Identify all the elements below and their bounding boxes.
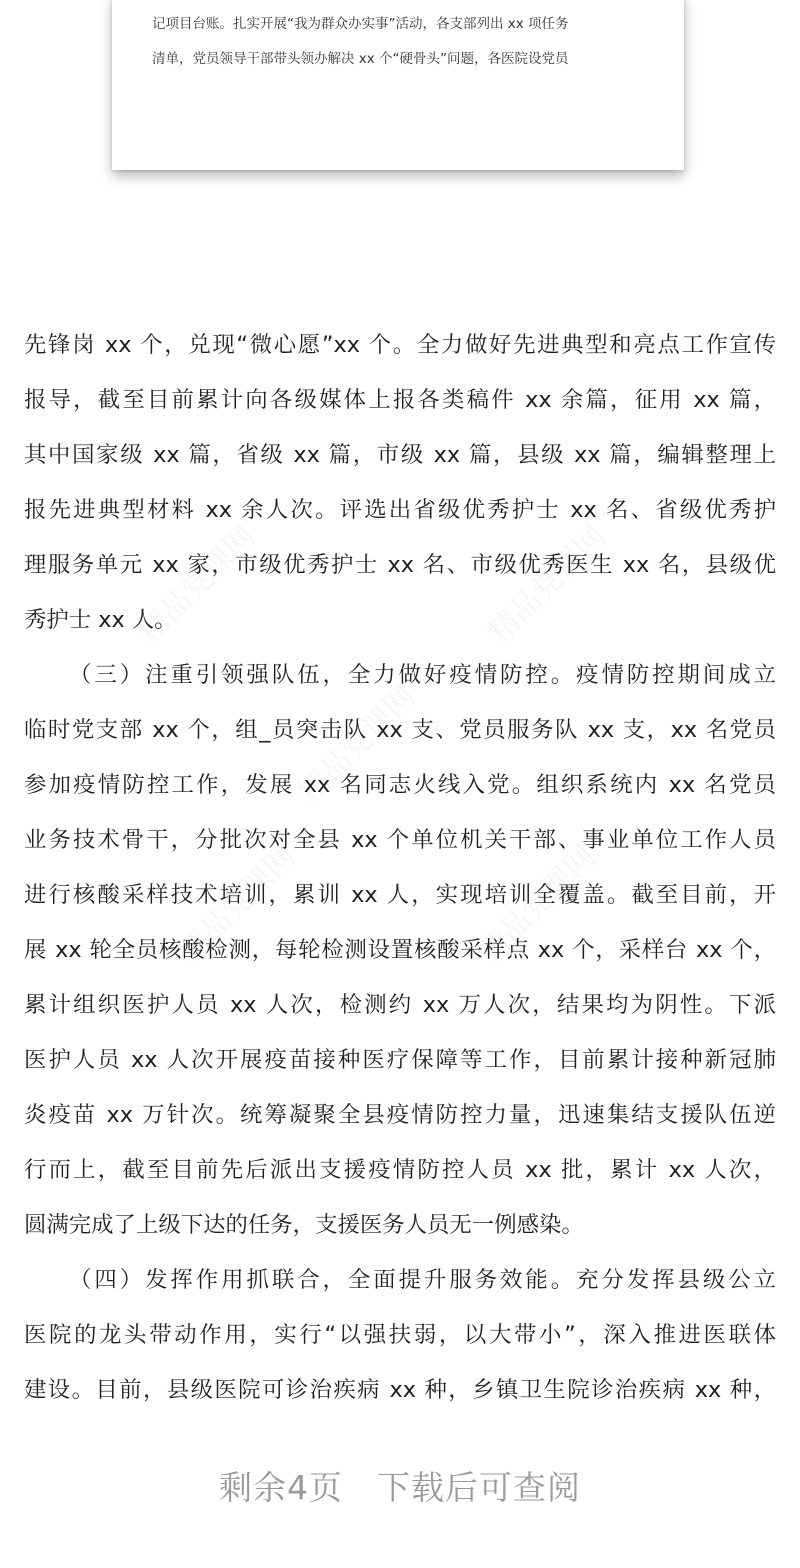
text-line: 参加疫情防控工作，发展 xx 名同志火线入党。组织系统内 xx 名党员 xyxy=(24,772,776,798)
watermark: 精品党课网 xyxy=(292,679,423,810)
text-line: 圆满完成了上级下达的任务，支援医务人员无一例感染。 xyxy=(24,1212,584,1238)
text-line: 医护人员 xx 人次开展疫苗接种医疗保障等工作，目前累计接种新冠肺 xyxy=(24,1047,776,1073)
document-body xyxy=(24,318,776,1418)
watermark: 精品党课网 xyxy=(132,519,263,650)
text-line: 行而上，截至目前先后派出支援疫情防控人员 xx 批，累计 xx 人次， xyxy=(24,1157,776,1183)
text-line: 建设。目前，县级医院可诊治疾病 xx 种，乡镇卫生院诊治疾病 xx 种， xyxy=(24,1377,776,1403)
text-line: 业务技术骨干，分批次对全县 xx 个单位机关干部、事业单位工作人员 xyxy=(24,827,776,853)
text-line: 炎疫苗 xx 万针次。统筹凝聚全县疫情防控力量，迅速集结支援队伍逆 xyxy=(24,1102,776,1128)
text-line: 报先进典型材料 xx 余人次。评选出省级优秀护士 xx 名、省级优秀护 xyxy=(24,497,776,523)
preview-line: 记项目台账。扎实开展“我为群众办实事”活动，各支部列出 xx 项任务 xyxy=(152,16,569,32)
text-line: 累计组织医护人员 xx 人次，检测约 xx 万人次，结果均为阴性。下派 xyxy=(24,992,776,1018)
text-line: 进行核酸采样技术培训，累训 xx 人，实现培训全覆盖。截至目前，开 xyxy=(24,882,776,908)
watermark: 精品党课网 xyxy=(472,839,603,970)
watermark: 精品党课网 xyxy=(482,519,613,650)
text-line: 秀护士 xx 人。 xyxy=(24,607,177,633)
text-line: 展 xx 轮全员核酸检测，每轮检测设置核酸采样点 xx 个，采样台 xx 个， xyxy=(24,937,776,963)
preview-card xyxy=(112,0,684,170)
watermark: 精品党课网 xyxy=(172,839,303,970)
remaining-pages-notice[interactable]: 剩余4页 下载后可查阅 xyxy=(219,1468,581,1507)
text-line: 报导，截至目前累计向各级媒体上报各类稿件 xx 余篇，征用 xx 篇， xyxy=(24,387,776,413)
text-line: 其中国家级 xx 篇，省级 xx 篇，市级 xx 篇，县级 xx 篇，编辑整理上 xyxy=(24,442,776,468)
text-line: 理服务单元 xx 家，市级优秀护士 xx 名、市级优秀医生 xx 名，县级优 xyxy=(24,552,776,578)
text-line: 医院的龙头带动作用，实行“以强扶弱，以大带小”，深入推进医联体 xyxy=(24,1322,776,1348)
text-line: 先锋岗 xx 个，兑现“微心愿”xx 个。全力做好先进典型和亮点工作宣传 xyxy=(24,332,776,358)
section-heading-line: （三）注重引领强队伍，全力做好疫情防控。疫情防控期间成立 xyxy=(69,662,776,688)
section-heading-line: （四）发挥作用抓联合，全面提升服务效能。充分发挥县级公立 xyxy=(69,1267,776,1293)
text-line: 临时党支部 xx 个，组_员突击队 xx 支、党员服务队 xx 支，xx 名党员 xyxy=(24,717,776,743)
preview-line: 清单，党员领导干部带头领办解决 xx 个“硬骨头”问题，各医院设党员 xyxy=(152,51,569,67)
